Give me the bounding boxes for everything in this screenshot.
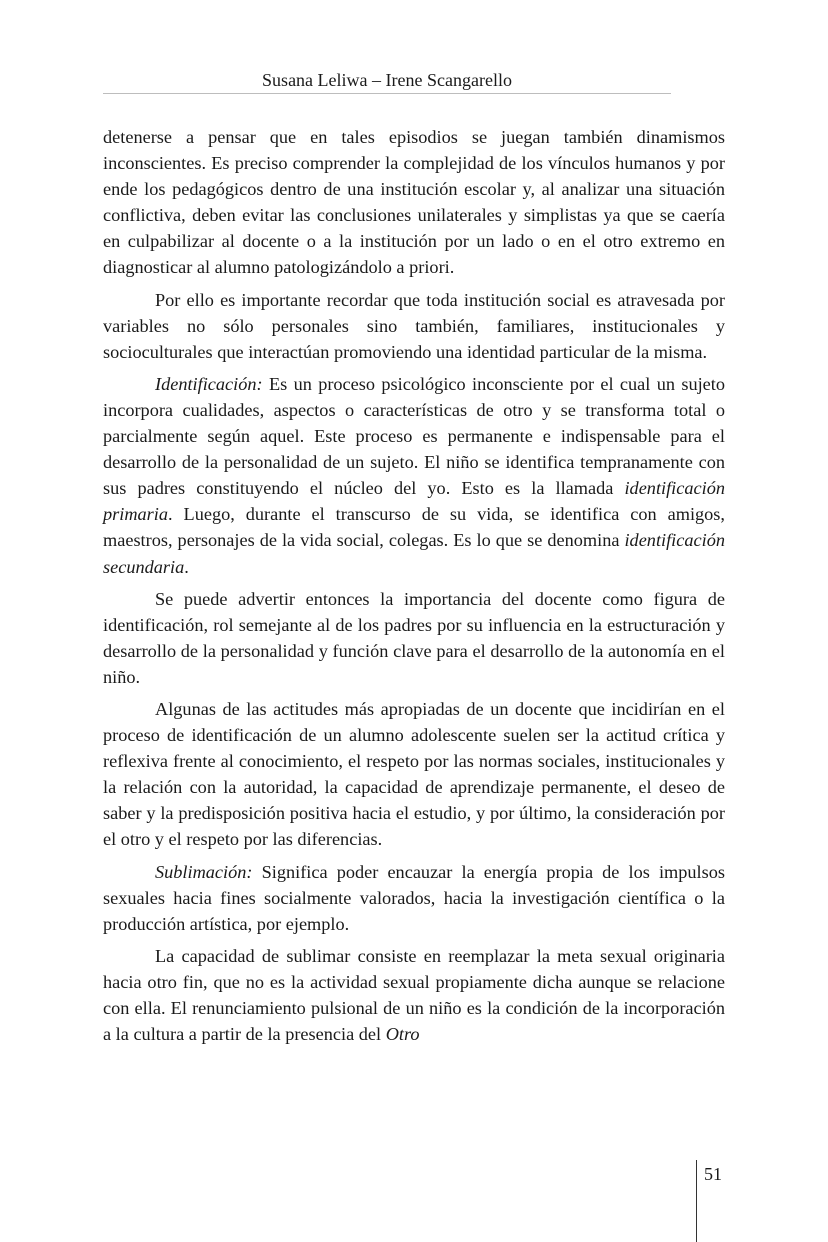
- term-sublimacion: Sublimación:: [155, 861, 253, 882]
- paragraph-actitudes: Algunas de las actitudes más apropiadas de un docente que incidirían en el proceso de identificación de un alumno adolescente suelen ser la actitud crítica y reflexiva frente al conocimiento, el respeto por las normas sociales, institucionales y la relación con la autoridad, la capacidad de aprendizaje permanente, el deseo de saber y la predisposición positiva hacia el estudio, y por último, la consideración por el otro y el respeto por las diferencias.: [103, 698, 725, 850]
- running-header: Susana Leliwa – Irene Scangarello: [262, 70, 512, 90]
- term-identificacion: Identificación:: [155, 373, 263, 394]
- page-number: 51: [704, 1164, 722, 1184]
- page-number-rule: [696, 1160, 697, 1242]
- term-identificacion-secundaria: identificación secundaria: [103, 530, 725, 577]
- paragraph-docente-figura: Se puede advertir entonces la importancia del docente como figura de identificación, rol semejante al de los padres por su influencia en la estructuración y desarrollo de la personalidad y función clave para el desarrollo de la autonomía en el niño.: [103, 588, 725, 687]
- identificacion-text-3: .: [184, 556, 189, 577]
- identificacion-text-2: . Luego, durante el transcurso de su vida, se identifica con amigos, maestros, personajes de la vida social, colegas. Es lo que se denomina: [103, 504, 725, 551]
- identificacion-text-1: Es un proceso psicológico inconsciente por el cual un sujeto incorpora cualidades, aspectos o características de otro y se transforma total o parcialmente según aquel. Este proceso es permanente e indispensable para el desarrollo de la personalidad de un sujeto. El niño se identifica tempranamente con sus padres constituyendo el núcleo del yo. Esto es la llamada: [103, 373, 725, 499]
- paragraph-institution: Por ello es importante recordar que toda institución social es atravesada por variables no sólo personales sino también, familiares, institucionales y socioculturales que interactúan promoviendo una identidad particular de la misma.: [103, 289, 725, 362]
- paragraph-continuation: detenerse a pensar que en tales episodios se juegan también dinamismos inconscientes. Es preciso comprender la complejidad de los vínculos humanos y por ende los pedagógicos dentro de una institución escolar y, al analizar una situación conflictiva, deben evitar las conclusiones unilaterales y simplistas ya que se caería en culpabilizar al docente o a la institución por un lado o en el otro extremo en diagnosticar al alumno patologizándolo a priori.: [103, 127, 725, 278]
- header-divider: [103, 93, 671, 94]
- term-identificacion-primaria: identificación primaria: [103, 478, 725, 525]
- paragraph-capacidad-sublimar: [103, 943, 725, 1047]
- paragraph-sublimacion: [103, 859, 725, 937]
- capacidad-sublimar-text: La capacidad de sublimar consiste en reemplazar la meta sexual originaria hacia otro fin, que no es la actividad sexual propiamente dicha aunque se relacione con ella. El renunciamiento pulsional de un niño es la condición de la incorporación a la cultura a partir de la presencia del: [103, 945, 725, 1045]
- sublimacion-text: Significa poder encauzar la energía propia de los impulsos sexuales hacia fines socialmente valorados, hacia la investigación científica o la producción artística, por ejemplo.: [103, 861, 725, 934]
- page-body: [103, 124, 725, 1053]
- term-otro: Otro: [385, 1024, 420, 1045]
- paragraph-identificacion: [103, 371, 725, 580]
